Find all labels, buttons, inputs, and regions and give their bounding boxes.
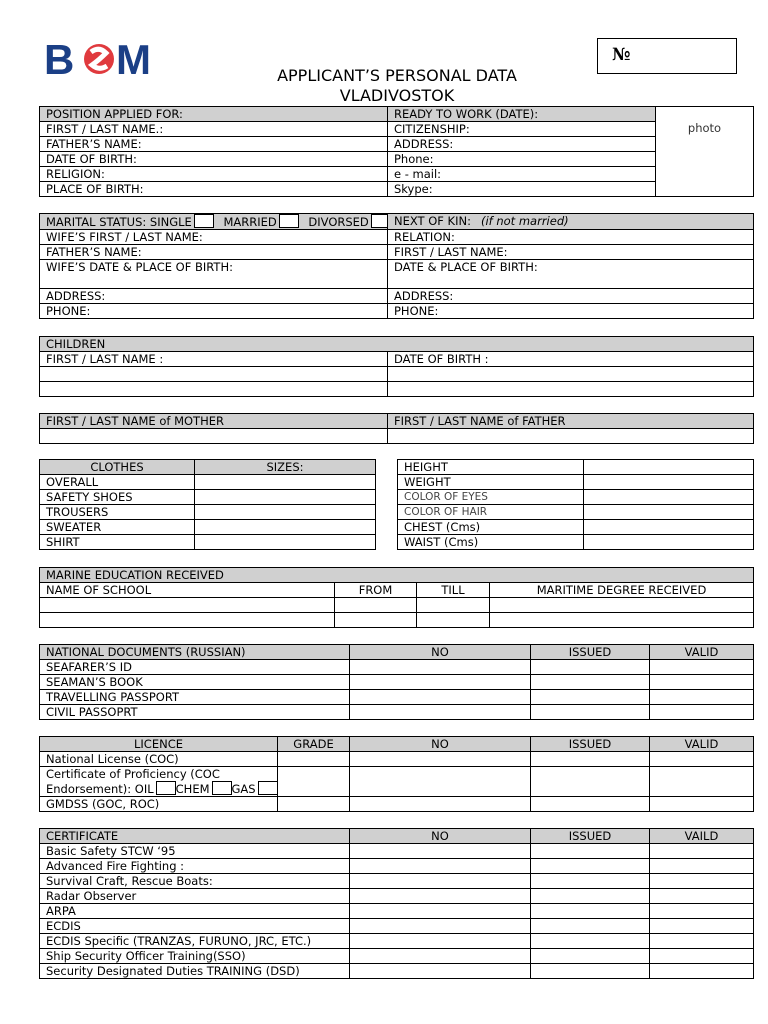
trousers-label: TROUSERS [40,505,195,520]
doc-no-cell[interactable] [350,690,531,705]
hair-color-value[interactable] [584,505,754,520]
cert-valid-cell[interactable] [650,919,754,934]
education-header: MARINE EDUCATION RECEIVED [40,568,754,583]
cert-valid-cell[interactable] [650,844,754,859]
cert-dsd: Security Designated Duties TRAINING (DSD) [40,964,350,979]
safety-shoes-size[interactable] [195,490,376,505]
photo-box[interactable] [656,107,754,197]
cert-survival-craft: Survival Craft, Rescue Boats: [40,874,350,889]
licence-no-header: NO [350,737,531,752]
shirt-label: SHIRT [40,535,195,550]
cert-no-cell[interactable] [350,889,531,904]
civil-passport-label: CIVIL PASSOPRT [40,705,350,720]
married-label: MARRIED [223,215,277,229]
kin-birth-field[interactable]: DATE & PLACE OF BIRTH: [388,260,754,289]
body-table [397,459,754,550]
cert-fire-fighting: Advanced Fire Fighting : [40,859,350,874]
cert-issued-cell[interactable] [531,904,650,919]
travelling-passport-label: TRAVELLING PASSPORT [40,690,350,705]
cert-ecdis: ECDIS [40,919,350,934]
licence-no-cell[interactable] [350,797,531,812]
cert-no-header: NO [350,829,531,844]
cert-issued-cell[interactable] [531,964,650,979]
licence-header: LICENCE [40,737,278,752]
cert-issued-cell[interactable] [531,919,650,934]
cert-valid-cell[interactable] [650,934,754,949]
till-cell[interactable] [417,613,490,628]
divorced-checkbox[interactable] [371,214,388,228]
first-last-name-field[interactable]: FIRST / LAST NAME.: [40,122,388,137]
no-header: NO [350,645,531,660]
doc-no-cell[interactable] [350,660,531,675]
chest-label: CHEST (Cms) [398,520,584,535]
gas-label: GAS [231,782,256,796]
licence-issued-cell[interactable] [531,752,650,767]
wife-address-field[interactable]: ADDRESS: [40,289,388,304]
cert-issued-cell[interactable] [531,934,650,949]
overall-label: OVERALL [40,475,195,490]
personal-data-table [39,106,754,197]
grade-cell[interactable] [278,752,350,767]
cert-radar-observer: Radar Observer [40,889,350,904]
oil-label: Endorsement): OIL [46,782,154,796]
height-label: HEIGHT [398,460,584,475]
cert-valid-cell[interactable] [650,949,754,964]
wife-name-field[interactable]: WIFE’S FIRST / LAST NAME: [40,230,388,245]
till-cell[interactable] [417,598,490,613]
grade-cell[interactable] [278,767,350,797]
seamans-book-label: SEAMAN’S BOOK [40,675,350,690]
cert-no-cell[interactable] [350,874,531,889]
next-of-kin-label: NEXT OF KIN: [394,214,471,228]
next-of-kin-field[interactable] [388,214,754,230]
chem-label: CHEM [175,782,210,796]
doc-valid-cell[interactable] [650,660,754,675]
citizenship-field[interactable]: CITIZENSHIP: [388,122,656,137]
school-name-header: NAME OF SCHOOL [40,583,335,598]
till-header: TILL [417,583,490,598]
child-name-cell[interactable] [40,367,388,382]
cert-no-cell[interactable] [350,844,531,859]
valid-header: VALID [650,645,754,660]
wife-birth-field[interactable]: WIFE’S DATE & PLACE OF BIRTH: [40,260,388,289]
national-docs-table [39,644,754,720]
marital-table [39,213,754,319]
cert-no-cell[interactable] [350,934,531,949]
doc-issued-cell[interactable] [531,675,650,690]
child-dob-header: DATE OF BIRTH : [388,352,754,367]
doc-no-cell[interactable] [350,675,531,690]
degree-header: MARITIME DEGREE RECEIVED [490,583,754,598]
child-dob-cell[interactable] [388,382,754,397]
clothes-table [39,459,376,550]
mother-name-header: FIRST / LAST NAME of MOTHER [40,414,388,429]
oil-checkbox[interactable] [156,781,176,795]
grade-cell[interactable] [278,797,350,812]
cert-basic-safety: Basic Safety STCW ‘95 [40,844,350,859]
cert-valid-cell[interactable] [650,874,754,889]
photo-label: photo [687,121,722,135]
sweater-label: SWEATER [40,520,195,535]
page-subtitle-city: VLADIVOSTOK [339,86,455,105]
sweater-size[interactable] [195,520,376,535]
national-docs-header: NATIONAL DOCUMENTS (RUSSIAN) [40,645,350,660]
clothes-header: CLOTHES [40,460,195,475]
gas-checkbox[interactable] [258,781,278,795]
coc-endorsement-cell [40,767,278,797]
father-name-header: FIRST / LAST NAME of FATHER [388,414,754,429]
address-field[interactable]: ADDRESS: [388,137,656,152]
doc-no-cell[interactable] [350,705,531,720]
kin-name-field[interactable]: FIRST / LAST NAME: [388,245,754,260]
marital-status-row [40,214,388,230]
certificate-table [39,828,754,979]
number-label: № [612,45,631,65]
trousers-size[interactable] [195,505,376,520]
place-of-birth-field[interactable]: PLACE OF BIRTH: [40,182,388,197]
cert-valid-cell[interactable] [650,859,754,874]
email-field[interactable]: e - mail: [388,167,656,182]
cert-valid-cell[interactable] [650,889,754,904]
children-header: CHILDREN [40,337,754,352]
doc-issued-cell[interactable] [531,690,650,705]
shirt-size[interactable] [195,535,376,550]
child-name-cell[interactable] [40,382,388,397]
gmdss-label: GMDSS (GOC, ROC) [40,797,278,812]
doc-issued-cell[interactable] [531,660,650,675]
waist-value[interactable] [584,535,754,550]
svg-text:M: M [116,38,151,78]
grade-header: GRADE [278,737,350,752]
cert-valid-cell[interactable] [650,964,754,979]
svg-text:B: B [44,38,75,78]
child-dob-cell[interactable] [388,367,754,382]
cert-issued-cell[interactable] [531,844,650,859]
if-not-married-note: (if not married) [480,214,569,228]
child-name-header: FIRST / LAST NAME : [40,352,388,367]
degree-cell[interactable] [490,598,754,613]
national-license-label: National License (COC) [40,752,278,767]
licence-issued-cell[interactable] [531,767,650,797]
ready-to-work-field[interactable]: READY TO WORK (DATE): [388,107,656,122]
coc-label: Certificate of Proficiency (COC [46,767,220,781]
cert-no-cell[interactable] [350,949,531,964]
position-field[interactable]: POSITION APPLIED FOR: [40,107,388,122]
licence-no-cell[interactable] [350,752,531,767]
licence-no-cell[interactable] [350,767,531,797]
kin-phone-field[interactable]: PHONE: [388,304,754,319]
doc-valid-cell[interactable] [650,690,754,705]
weight-label: WEIGHT [398,475,584,490]
chem-checkbox[interactable] [212,781,232,795]
cert-no-cell[interactable] [350,904,531,919]
school-cell[interactable] [40,613,335,628]
fathers-name-field[interactable]: FATHER’S NAME: [40,137,388,152]
cert-no-cell[interactable] [350,859,531,874]
doc-valid-cell[interactable] [650,675,754,690]
cert-sso: Ship Security Officer Training(SSO) [40,949,350,964]
single-label: MARITAL STATUS: SINGLE [46,215,192,229]
education-table [39,567,754,628]
page-title: APPLICANT’S PERSONAL DATA [277,66,517,85]
chest-value[interactable] [584,520,754,535]
father-name-cell[interactable] [388,429,754,444]
from-header: FROM [335,583,417,598]
phone-field[interactable]: Phone: [388,152,656,167]
date-of-birth-field[interactable]: DATE OF BIRTH: [40,152,388,167]
cert-issued-cell[interactable] [531,874,650,889]
hair-color-label: COLOR OF HAIR [398,505,584,520]
religion-field[interactable]: RELIGION: [40,167,388,182]
seafarers-id-label: SEAFARER’S ID [40,660,350,675]
degree-cell[interactable] [490,613,754,628]
mother-name-cell[interactable] [40,429,388,444]
cert-issued-header: ISSUED [531,829,650,844]
sizes-header: SIZES: [195,460,376,475]
doc-valid-cell[interactable] [650,705,754,720]
kin-address-field[interactable]: ADDRESS: [388,289,754,304]
school-cell[interactable] [40,598,335,613]
wife-father-name-field[interactable]: FATHER’S NAME: [40,245,388,260]
overall-size[interactable] [195,475,376,490]
licence-issued-cell[interactable] [531,797,650,812]
weight-value[interactable] [584,475,754,490]
issued-header: ISSUED [531,645,650,660]
licence-table [39,736,754,812]
single-checkbox[interactable] [194,214,214,228]
licence-valid-header: VALID [650,737,754,752]
cert-issued-cell[interactable] [531,889,650,904]
cert-valid-cell[interactable] [650,904,754,919]
licence-valid-cell[interactable] [650,797,754,812]
cert-no-cell[interactable] [350,964,531,979]
licence-issued-header: ISSUED [531,737,650,752]
height-value[interactable] [584,460,754,475]
divorced-label: DIVORSED [308,215,369,229]
from-cell[interactable] [335,613,417,628]
certificate-header: CERTIFICATE [40,829,350,844]
children-table [39,336,754,397]
wife-phone-field[interactable]: PHONE: [40,304,388,319]
eye-color-label: COLOR OF EYES [398,490,584,505]
safety-shoes-label: SAFETY SHOES [40,490,195,505]
doc-issued-cell[interactable] [531,705,650,720]
married-checkbox[interactable] [279,214,299,228]
from-cell[interactable] [335,598,417,613]
parents-table [39,413,754,444]
eye-color-value[interactable] [584,490,754,505]
relation-field[interactable]: RELATION: [388,230,754,245]
cert-arpa: ARPA [40,904,350,919]
cert-valid-header: VAILD [650,829,754,844]
licence-valid-cell[interactable] [650,767,754,797]
cert-issued-cell[interactable] [531,949,650,964]
skype-field[interactable]: Skype: [388,182,656,197]
cert-issued-cell[interactable] [531,859,650,874]
cert-ecdis-specific: ECDIS Specific (TRANZAS, FURUNO, JRC, ETC.) [40,934,350,949]
waist-label: WAIST (Cms) [398,535,584,550]
licence-valid-cell[interactable] [650,752,754,767]
cert-no-cell[interactable] [350,919,531,934]
